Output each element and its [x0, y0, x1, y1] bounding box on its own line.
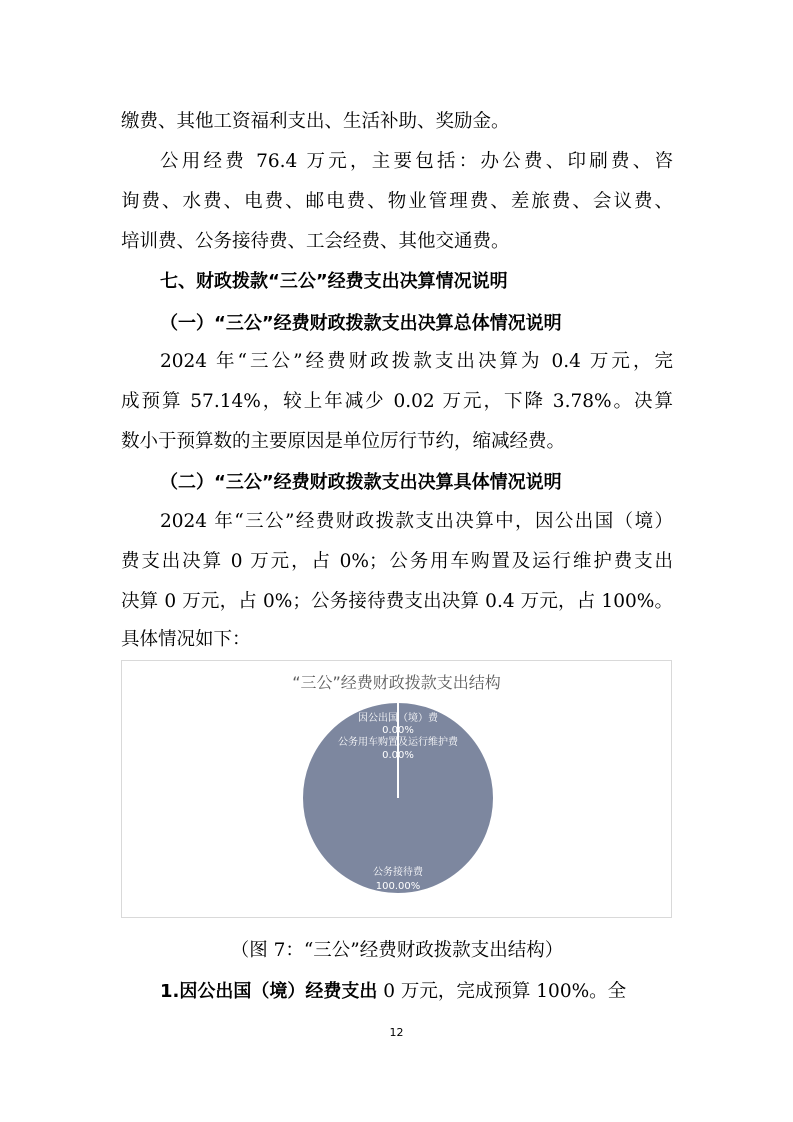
slice-label-percent-vehicle: 0.00% — [382, 750, 414, 761]
paragraph-line: 决算 0 万元，占 0%；公务接待费支出决算 0.4 万元，占 100%。 — [121, 591, 673, 612]
pie-chart-svg — [122, 661, 671, 917]
pie-chart — [121, 660, 672, 918]
slice-label-name-overseas: 因公出国（境）费 — [358, 713, 438, 724]
paragraph-line: 具体情况如下： — [121, 629, 251, 650]
paragraph-line: 成预算 57.14%，较上年减少 0.02 万元，下降 3.78%。决算 — [121, 391, 673, 412]
page-number: 12 — [389, 1026, 404, 1039]
item-heading: 1.因公出国（境）经费支出 — [160, 981, 378, 1002]
section-heading: 七、财政拨款“三公”经费支出决算情况说明 — [160, 271, 508, 292]
paragraph-line: 数小于预算数的主要原因是单位厉行节约，缩减经费。 — [121, 431, 566, 452]
slice-label-name-reception: 公务接待费 — [373, 867, 423, 878]
slice-label-percent-overseas: 0.00% — [382, 725, 414, 736]
paragraph-line: 培训费、公务接待费、工会经费、其他交通费。 — [121, 231, 510, 252]
paragraph-line: 公用经费 76.4 万元，主要包括：办公费、印刷费、咨 — [160, 151, 673, 172]
chart-title: “三公”经费财政拨款支出结构 — [292, 673, 501, 692]
paragraph-line: 费支出决算 0 万元，占 0%；公务用车购置及运行维护费支出 — [121, 551, 673, 572]
subsection-heading: （一）“三公”经费财政拨款支出决算总体情况说明 — [160, 313, 562, 334]
paragraph-line: 2024 年“三公”经费财政拨款支出决算中，因公出国（境） — [160, 511, 673, 532]
paragraph-line: 询费、水费、电费、邮电费、物业管理费、差旅费、会议费、 — [121, 191, 673, 212]
paragraph-line — [160, 979, 673, 1005]
figure-caption: （图 7：“三公”经费财政拨款支出结构） — [230, 940, 564, 961]
subsection-heading: （二）“三公”经费财政拨款支出决算具体情况说明 — [160, 472, 562, 493]
slice-label-percent-reception: 100.00% — [375, 881, 421, 892]
paragraph-line: 缴费、其他工资福利支出、生活补助、奖励金。 — [121, 111, 510, 132]
paragraph-line: 2024 年“三公”经费财政拨款支出决算为 0.4 万元，完 — [160, 351, 673, 372]
slice-label-name-vehicle: 公务用车购置及运行维护费 — [338, 737, 458, 748]
item-text: 0 万元，完成预算 100%。全 — [377, 981, 627, 1002]
